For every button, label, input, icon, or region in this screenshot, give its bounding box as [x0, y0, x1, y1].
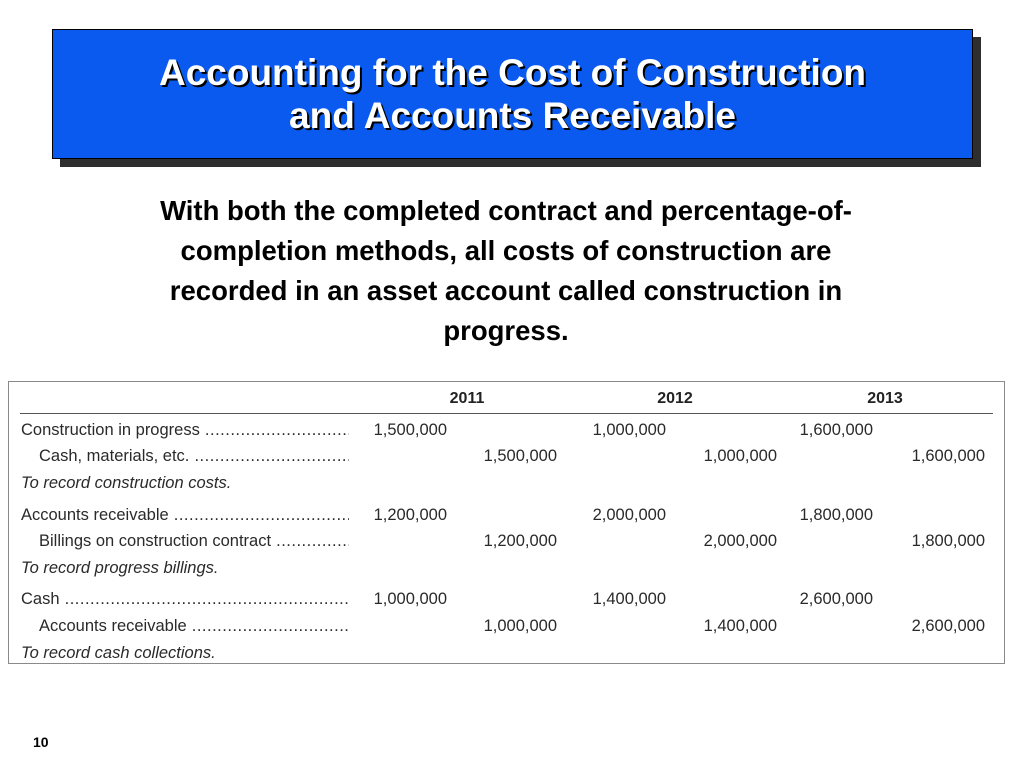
year-header-2011: 2011: [449, 390, 485, 407]
year-header-2012: 2012: [657, 390, 693, 407]
debit-account: Accounts receivable .....: [21, 506, 349, 525]
credit-amount-2011: 1,000,000: [483, 617, 557, 635]
title-line-1: Accounting for the Cost of Construction: [158, 52, 867, 93]
page-number: 10: [33, 734, 49, 750]
entry-note: To record construction costs.: [21, 474, 232, 492]
debit-row: [9, 590, 1004, 612]
title-box: [52, 29, 973, 159]
credit-account: Billings on construction contract .....: [39, 532, 349, 551]
body-line: completion methods, all costs of construction are: [180, 235, 832, 266]
debit-amount-2012: 1,400,000: [592, 590, 666, 608]
debit-account: Construction in progress .....: [21, 421, 349, 440]
body-line: progress.: [443, 315, 569, 346]
credit-amount-2012: 2,000,000: [703, 532, 777, 550]
slide-title: [159, 51, 866, 137]
year-header-2013: 2013: [867, 390, 903, 407]
entry-note: To record cash collections.: [21, 644, 216, 662]
credit-amount-2012: 1,400,000: [703, 617, 777, 635]
debit-amount-2011: 1,500,000: [373, 421, 447, 439]
body-line: With both the completed contract and percentage-of-: [160, 195, 852, 226]
credit-amount-2012: 1,000,000: [703, 447, 777, 465]
debit-amount-2012: 1,000,000: [592, 421, 666, 439]
credit-account: Cash, materials, etc. .....: [39, 447, 349, 466]
credit-row: [9, 532, 1004, 554]
header-rule: [20, 413, 993, 414]
credit-account: Accounts receivable .....: [39, 617, 349, 636]
credit-amount-2013: 2,600,000: [911, 617, 985, 635]
credit-row: [9, 447, 1004, 469]
credit-amount-2013: 1,600,000: [911, 447, 985, 465]
debit-amount-2011: 1,000,000: [373, 590, 447, 608]
debit-amount-2013: 2,600,000: [799, 590, 873, 608]
debit-amount-2012: 2,000,000: [592, 506, 666, 524]
debit-row: [9, 421, 1004, 443]
credit-amount-2011: 1,200,000: [483, 532, 557, 550]
title-line-2: and Accounts Receivable: [289, 95, 736, 136]
journal-entries-table: [8, 381, 1005, 664]
debit-amount-2013: 1,800,000: [799, 506, 873, 524]
body-paragraph: [40, 191, 972, 351]
credit-row: [9, 617, 1004, 639]
body-line: recorded in an asset account called construction in: [169, 275, 843, 306]
credit-amount-2011: 1,500,000: [483, 447, 557, 465]
debit-account: Cash .....: [21, 590, 349, 609]
debit-amount-2011: 1,200,000: [373, 506, 447, 524]
debit-amount-2013: 1,600,000: [799, 421, 873, 439]
credit-amount-2013: 1,800,000: [911, 532, 985, 550]
entry-note: To record progress billings.: [21, 559, 219, 577]
debit-row: [9, 506, 1004, 528]
